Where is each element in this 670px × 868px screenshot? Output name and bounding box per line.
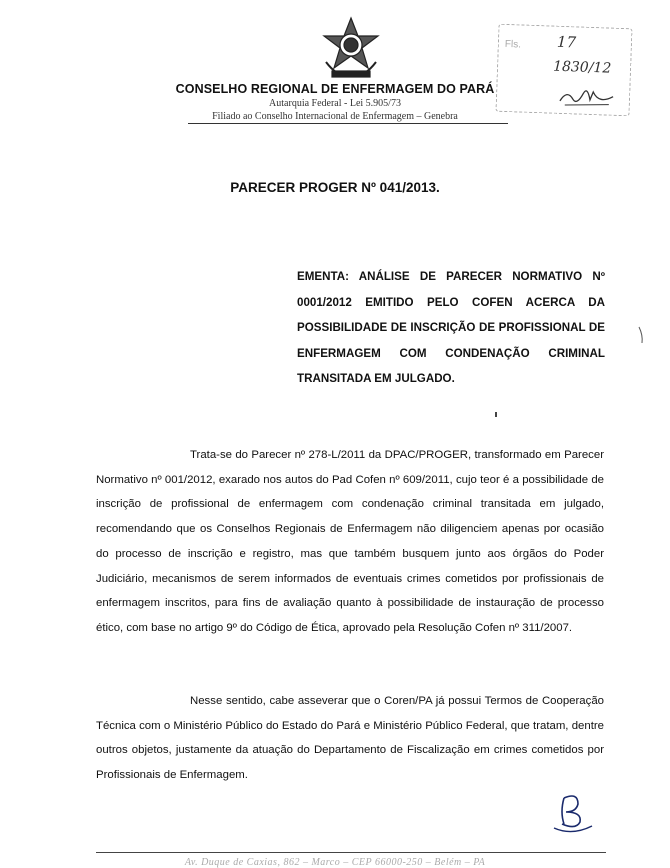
document-title: PARECER PROGER Nº 041/2013. bbox=[230, 180, 440, 195]
margin-mark bbox=[637, 325, 645, 345]
organization-name: CONSELHO REGIONAL DE ENFERMAGEM DO PARÁ bbox=[175, 82, 495, 96]
stamp-label: Fls. bbox=[504, 38, 522, 51]
ementa-summary: EMENTA: ANÁLISE DE PARECER NORMATIVO Nº 0001/2012 EMITIDO PELO COFEN ACERCA DA POSSIBILIDADE DE INSCRIÇÃO DE PROFISSIONAL DE ENFERMAGEM COM CONDENAÇÃO CRIMINAL TRANSITADA EM JULGADO. bbox=[297, 270, 605, 385]
paragraph-text: Trata-se do Parecer nº 278-L/2011 da DPAC/PROGER, transformado em Parecer Normativo nº 001/2012, exarado nos autos do Pad Cofen nº 609/2011, cujo teor é a possibilidade de inscrição de profissional de enfermagem com condenação criminal transitada em julgado, recomendando que os Conselhos Regionais de Enfermagem não diligenciem apenas por ocasião do processo de inscrição e registro, mas que também busquem junto aos órgãos do Poder Judiciário, mecanismos de serem informados de eventuais crimes cometidos por profissionais de enfermagem inscritos, para fins de avaliação quanto à possibilidade de instauração de processo ético, com base no artigo 9º do Código de Ética, aprovado pela Resolução Cofen nº 311/2007. bbox=[96, 449, 604, 634]
ink-dot bbox=[495, 412, 498, 417]
stamp-page-number: 17 bbox=[556, 32, 577, 52]
coat-of-arms-seal bbox=[318, 16, 384, 82]
handwritten-initials bbox=[550, 790, 596, 834]
stamp-signature bbox=[557, 81, 618, 109]
organization-affiliation: Filiado ao Conselho Internacional de Enfermagem – Genebra bbox=[212, 111, 458, 122]
body-paragraph-1 bbox=[96, 443, 604, 641]
footer-address: Av. Duque de Caxias, 862 – Marco – CEP 66000-250 – Belém – PA bbox=[184, 857, 486, 868]
page-number-stamp bbox=[496, 24, 633, 117]
paragraph-text: Nesse sentido, cabe asseverar que o Coren/PA já possui Termos de Cooperação Técnica com o Ministério Público do Estado do Pará e Ministério Público Federal, que tratam, dentre outros objetos, justamente da atuação do Departamento de Fiscalização em crimes cometidos por Profissionais de Enfermagem. bbox=[96, 695, 604, 782]
organization-subtitle: Autarquia Federal - Lei 5.905/73 bbox=[269, 98, 401, 109]
header-divider bbox=[188, 123, 508, 124]
body-paragraph-2 bbox=[96, 689, 604, 788]
stamp-date: 1830/12 bbox=[552, 58, 612, 77]
footer-divider bbox=[96, 852, 606, 853]
